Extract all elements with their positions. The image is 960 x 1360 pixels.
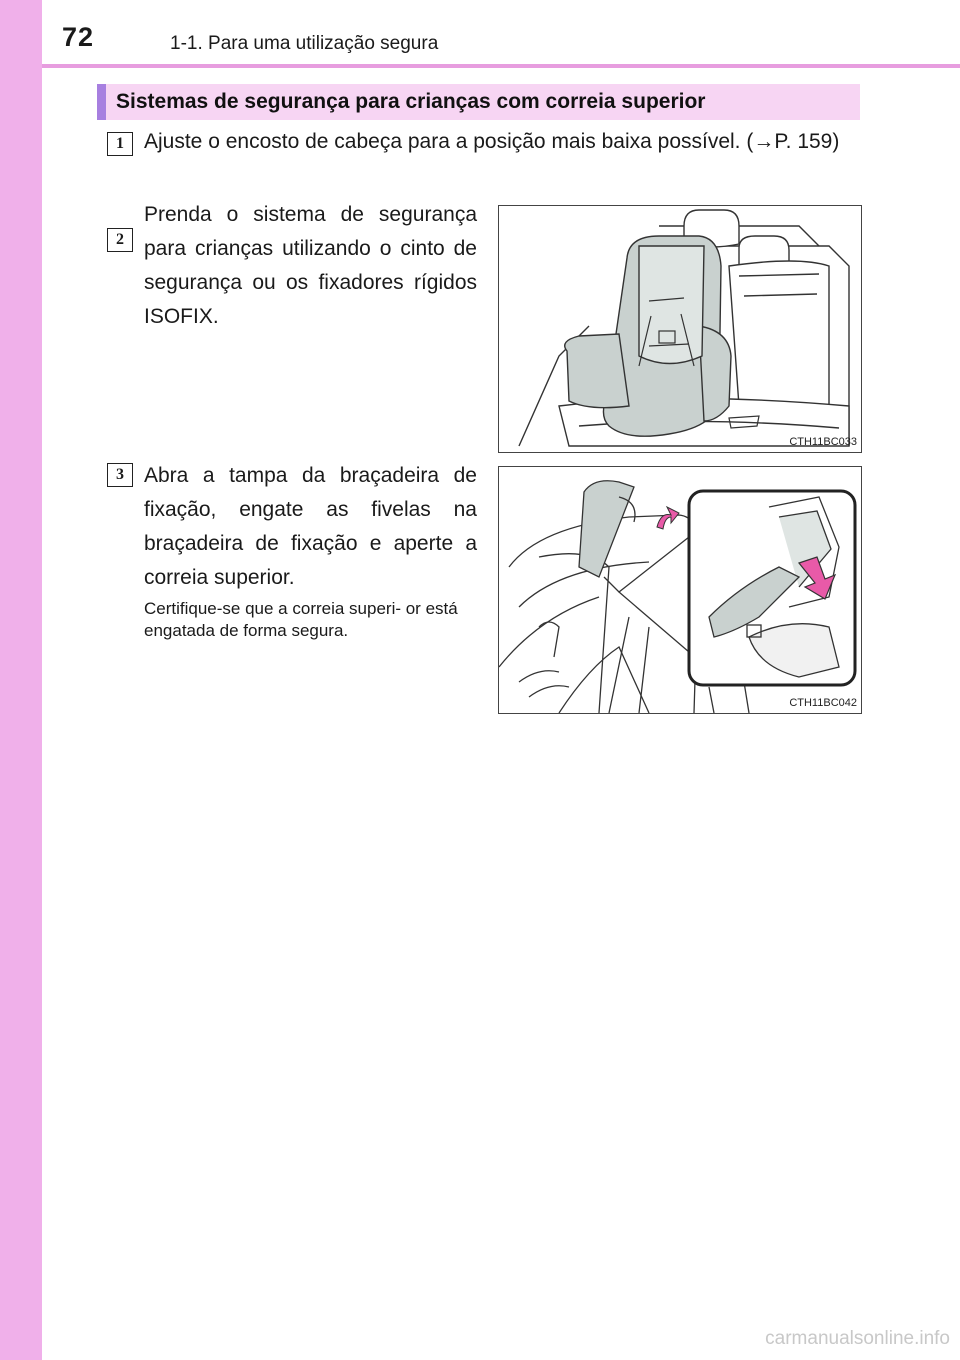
tether-strap-illustration	[499, 467, 861, 713]
step-3-badge: 3	[107, 463, 133, 487]
step-3-note: Certifique-se que a correia superi- or está engatada de forma segura.	[144, 599, 458, 640]
header-rule	[42, 64, 960, 68]
figure-1-code: CTH11BC033	[789, 436, 857, 448]
figure-2-code: CTH11BC042	[789, 697, 857, 709]
step-3-text: Abra a tampa da braçadeira de fixação, engate as fivelas na braçadeira de fixação e aperte a correia superior.	[144, 464, 477, 589]
running-title: 1-1. Para uma utilização segura	[170, 33, 439, 54]
figure-tether-strap	[498, 466, 862, 714]
page-number: 72	[62, 22, 95, 52]
watermark: carmanualsonline.info	[765, 1328, 950, 1349]
side-tab	[0, 0, 42, 1360]
step-2-text: Prenda o sistema de segurança para crianças utilizando o cinto de segurança ou os fixadores rígidos ISOFIX.	[144, 203, 477, 328]
step-1-badge: 1	[107, 132, 133, 156]
section-title: Sistemas de segurança para crianças com correia superior	[116, 90, 706, 113]
section-banner	[97, 84, 860, 120]
step-1-text: Ajuste o encosto de cabeça para a posição mais baixa possível. (→P. 159)	[144, 130, 840, 153]
step-2-badge: 2	[107, 228, 133, 252]
figure-child-seat	[498, 205, 862, 453]
child-seat-illustration	[499, 206, 861, 452]
